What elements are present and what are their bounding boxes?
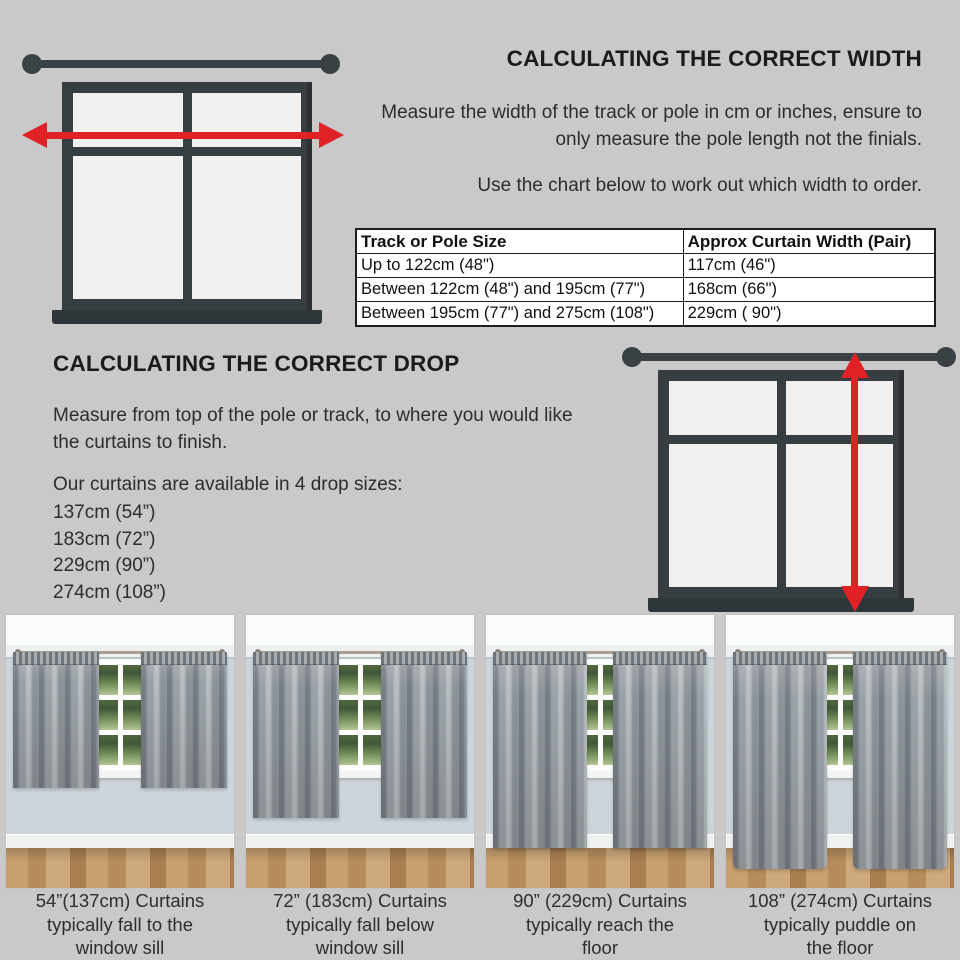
caption-line: 90” (229cm) Curtains bbox=[513, 890, 687, 911]
photo-caption-72in bbox=[240, 889, 480, 960]
photo-wood-floor bbox=[246, 848, 474, 888]
photo-curtain-right bbox=[853, 652, 947, 869]
table-row bbox=[356, 278, 935, 302]
window-sill bbox=[52, 310, 322, 324]
col-header-track: Track or Pole Size bbox=[356, 229, 683, 254]
caption-line: the floor bbox=[806, 937, 874, 958]
width-section bbox=[348, 46, 922, 199]
photo-curtain-right bbox=[613, 652, 707, 848]
photo-curtain-left bbox=[253, 652, 339, 818]
pole-finial-right-icon bbox=[320, 54, 340, 74]
window-pane bbox=[786, 444, 894, 587]
table-cell: 229cm ( 90") bbox=[683, 302, 935, 327]
window-sill bbox=[648, 598, 914, 612]
window-pane bbox=[73, 156, 183, 299]
photo-baseboard bbox=[246, 834, 474, 849]
photo-curtain-left bbox=[733, 652, 827, 869]
curtain-pole bbox=[636, 353, 942, 361]
table-cell: Up to 122cm (48") bbox=[356, 254, 683, 278]
photo-caption-54in bbox=[0, 889, 240, 960]
pole-finial-left-icon bbox=[22, 54, 42, 74]
photo-curtain-left bbox=[493, 652, 587, 848]
photo-card-108in bbox=[726, 615, 954, 888]
drop-size-item: 183cm (72”) bbox=[53, 528, 156, 550]
pole-finial-right-icon bbox=[936, 347, 956, 367]
drop-arrow-icon bbox=[841, 352, 869, 612]
caption-line: typically puddle on bbox=[763, 913, 917, 935]
curtain-pole bbox=[38, 60, 324, 68]
caption-line: window sill bbox=[75, 937, 165, 958]
photo-card-72in bbox=[246, 615, 474, 888]
photo-wood-floor bbox=[6, 848, 234, 888]
window-pane bbox=[669, 444, 777, 587]
drop-diagram bbox=[622, 346, 956, 616]
caption-line: floor bbox=[582, 937, 618, 958]
drop-size-item: 274cm (108”) bbox=[53, 581, 166, 603]
photo-wood-floor bbox=[486, 848, 714, 888]
table-cell: Between 122cm (48") and 195cm (77") bbox=[356, 278, 683, 302]
photo-ceiling bbox=[486, 615, 714, 645]
width-intro-text: Measure the width of the track or pole in cm or inches, ensure to only measure the pole length not the finials. bbox=[381, 102, 922, 150]
photo-card-54in bbox=[6, 615, 234, 888]
photo-curtain-left bbox=[13, 652, 99, 788]
width-diagram bbox=[22, 52, 340, 328]
window-pane bbox=[192, 156, 302, 299]
photo-ceiling bbox=[6, 615, 234, 645]
table-cell: Between 195cm (77") and 275cm (108") bbox=[356, 302, 683, 327]
width-chart-note: Use the chart below to work out which width to order. bbox=[477, 175, 922, 196]
caption-line: typically reach the bbox=[525, 913, 675, 935]
pole-finial-left-icon bbox=[622, 347, 642, 367]
width-arrow-icon bbox=[22, 122, 344, 148]
photo-ceiling bbox=[726, 615, 954, 645]
drop-size-item: 137cm (54”) bbox=[53, 502, 156, 523]
caption-line: typically fall below bbox=[285, 913, 435, 935]
photo-caption-90in bbox=[480, 889, 720, 960]
table-cell: 117cm (46") bbox=[683, 254, 935, 278]
photo-caption-108in bbox=[720, 889, 960, 960]
caption-line: window sill bbox=[315, 937, 405, 958]
drop-sizes-intro: Our curtains are available in 4 drop sizes: bbox=[53, 474, 403, 495]
drop-size-item: 229cm (90”) bbox=[53, 555, 156, 576]
caption-line: 72” (183cm) Curtains bbox=[273, 890, 447, 911]
caption-line: typically fall to the bbox=[46, 913, 193, 935]
photo-curtain-right bbox=[381, 652, 467, 818]
table-row bbox=[356, 302, 935, 327]
window-pane bbox=[669, 381, 777, 435]
table-row bbox=[356, 254, 935, 278]
drop-intro-text: Measure from top of the pole or track, to where you would like the curtains to finish. bbox=[53, 405, 573, 453]
table-header-row bbox=[356, 229, 935, 254]
photo-baseboard bbox=[6, 834, 234, 849]
window-frame bbox=[62, 82, 312, 310]
photo-curtain-right bbox=[141, 652, 227, 788]
table-cell: 168cm (66") bbox=[683, 278, 935, 302]
caption-line: 54”(137cm) Curtains bbox=[35, 890, 205, 911]
caption-line: 108” (274cm) Curtains bbox=[747, 890, 933, 911]
window-pane bbox=[786, 381, 894, 435]
photo-ceiling bbox=[246, 615, 474, 645]
drop-heading: CALCULATING THE CORRECT DROP bbox=[53, 351, 460, 376]
size-table bbox=[355, 228, 936, 327]
width-heading: CALCULATING THE CORRECT WIDTH bbox=[506, 46, 922, 71]
col-header-width: Approx Curtain Width (Pair) bbox=[683, 229, 935, 254]
drop-size-list bbox=[53, 500, 166, 606]
photo-card-90in bbox=[486, 615, 714, 888]
